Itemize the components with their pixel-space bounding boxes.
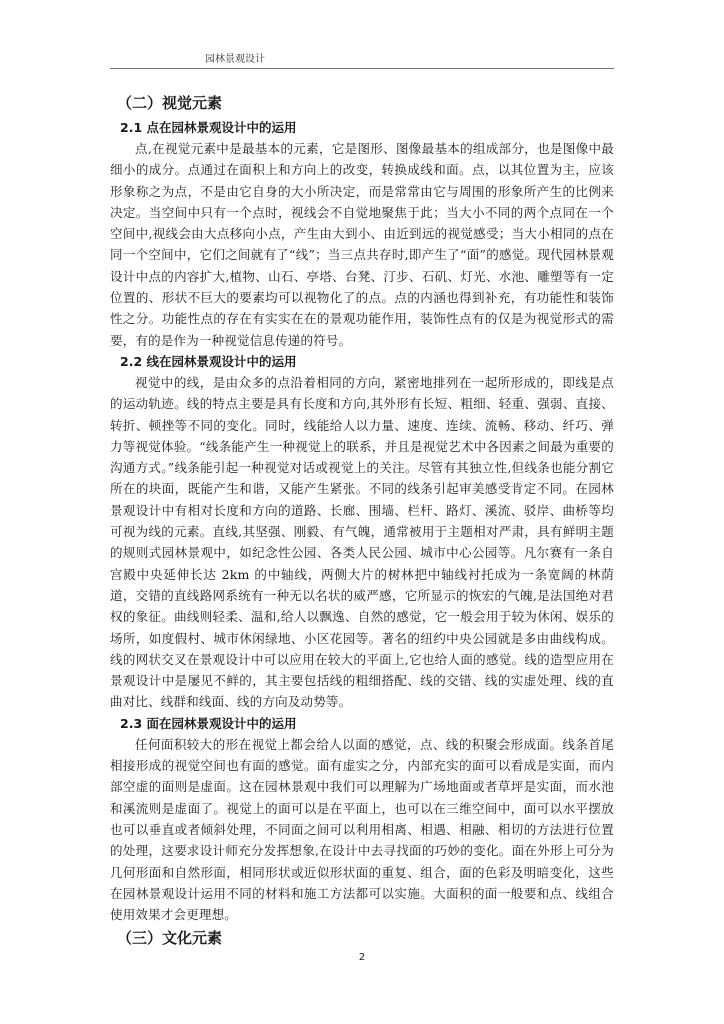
subsection-heading-line: 2.2 线在园林景观设计中的运用: [120, 353, 297, 369]
subsection-heading-plane: 2.3 面在园林景观设计中的运用: [120, 715, 297, 731]
paragraph-plane: 任何面积较大的形在视觉上都会给人以面的感觉，点、线的积聚会形成面。线条首尾相接形成的视觉空间也有面的感觉。面有虚实之分，内部充实的面可以看成是实面，而内部空虚的面则是虚面。这在园林景观中我们可以理解为广场地面或者草坪是实面，而水池和溪流则是虚面了。视觉上的面可以是在平面上，也可以在三维空间中，面可以水平摆放也可以垂直或者倾斜处理，不同面之间可以利用相离、相遇、相融、相切的方法进行位置的处理，这要求设计师充分发挥想象,在设计中去寻找面的巧妙的变化。面在外形上可分为几何形面和自然形面，相同形状或近似形状面的重复、组合，面的色彩及明暗变化，这些在园林景观设计运用不同的材料和施工方法都可以实施。大面积的面一般要和点、线组合使用效果才会更理想。: [110, 736, 614, 923]
paragraph-point: 点,在视觉元素中是最基本的元素，它是图形、图像最基本的组成部分，也是图像中最细小的成分。点通过在面积上和方向上的改变，转换成线和面。点，以其位置为主，应该形象称之为点，不是由它自身的大小所决定，而是常常由它与周围的形象所产生的比例来决定。当空间中只有一个点时，视线会不自觉地聚焦于此；当大小不同的两个点同在一个空间中,视线会由大点移向小点，产生由大到小、由近到远的视觉感受；当大小相同的点在同一个空间中，它们之间就有了“线”；当三点共存时,即产生了“面”的感觉。现代园林景观设计中点的内容扩大,植物、山石、亭塔、台凳、汀步、石矶、灯光、水池、雕塑等有一定位置的、形状不巨大的要素均可以视物化了的点。点的内涵也得到补充，有功能性和装饰性之分。功能性点的存在有实实在在的景观功能作用，装饰性点有的仅是为视觉形式的需要，有的是作为一种视觉信息传递的符号。: [110, 141, 614, 348]
subsection-heading-point: 2.1 点在园林景观设计中的运用: [120, 120, 297, 135]
section-heading-cultural: （三）文化元素: [117, 929, 223, 948]
section-heading-visual: （二）视觉元素: [117, 94, 223, 112]
running-header: 园林景观设计: [205, 54, 265, 65]
paragraph-line: 视觉中的线，是由众多的点沿着相同的方向，紧密地排列在一起所形成的，即线是点的运动轨迹。线的特点主要是具有长度和方向,其外形有长短、粗细、轻重、强弱、直接、转折、顿挫等不同的变化。同时，线能给人以力量、速度、连续、流畅、移动、纤巧、弹力等视觉体验。“线条能产生一种视觉上的联系，并且是视觉艺术中各因素之间最为重要的沟通方式。”线条能引起一种视觉对话或视觉上的关注。尽管有其独立性,但线条也能分割它所在的块面，既能产生和谐，又能产生紧张。不同的线条引起审美感受肯定不同。在园林景观设计中有相对长度和方向的道路、长廊、围墙、栏杆、路灯、溪流、驳岸、曲桥等均可视为线的元素。直线,其坚强、刚毅、有气魄，通常被用于主题相对严肃，具有鲜明主题的规则式园林景观中，如纪念性公园、各类人民公园、城市中心公园等。凡尔赛有一条自宫殿中央延伸长达 2km 的中轴线，两侧大片的树林把中轴线衬托成为一条宽阔的林荫道，交错的直线路网系统有一种无以名状的威严感，它所显示的恢宏的气魄,是法国绝对君权的象征。曲线则轻柔、温和,给人以飘逸、自然的感觉，它一般会用于较为休闲、娱乐的场所，如度假村、城市休闲绿地、小区花园等。著名的纽约中央公园就是多由曲线构成。线的网状交叉在景观设计中可以应用在较大的平面上,它也给人面的感觉。线的造型应用在景观设计中是屡见不鲜的，其主要包括线的粗细搭配、线的交错、线的实虚处理、线的直曲对比、线群和线面、线的方向及动势等。: [110, 374, 614, 710]
header-rule: [110, 68, 614, 69]
document-body: [110, 92, 614, 952]
page-number: 2: [358, 952, 366, 963]
